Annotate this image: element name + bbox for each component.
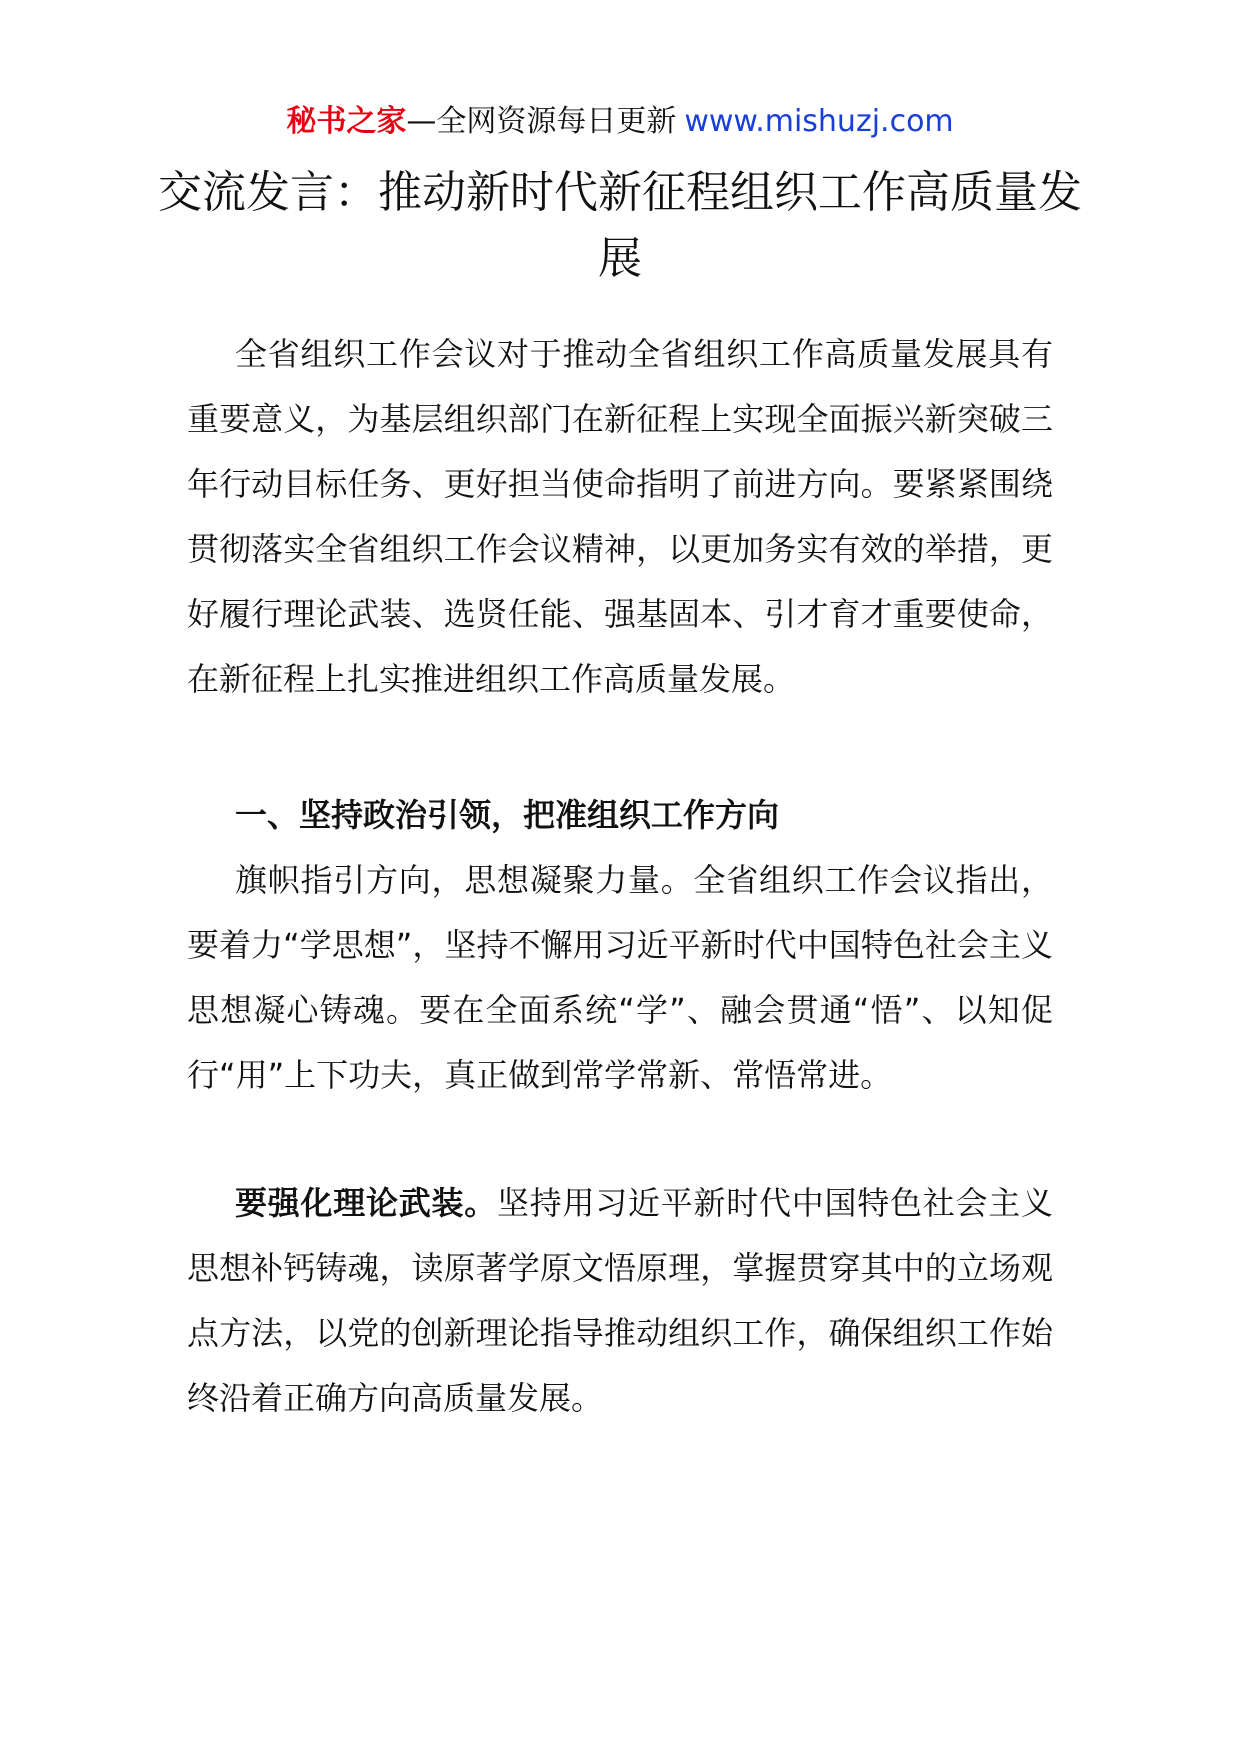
site-url-link[interactable]: www.mishuzj.com xyxy=(684,104,954,139)
section-1-paragraph-2 xyxy=(187,1171,1053,1431)
section-heading-1: 一、坚持政治引领，把准组织工作方向 xyxy=(235,796,780,834)
section-1-paragraph-1: 旗帜指引方向，思想凝聚力量。全省组织工作会议指出，要着力“学思想”，坚持不懈用习近平新时代中国特色社会主义思想凝心铸魂。要在全面系统“学”、融会贯通“悟”、以知促行“用”上下功夫，真正做到常学常新、常悟常进。 xyxy=(187,861,1053,1094)
document-title: 交流发言：推动新时代新征程组织工作高质量发展 xyxy=(158,167,1082,284)
paragraph-lead-phrase: 要强化理论武装。 xyxy=(235,1184,497,1222)
site-slogan: —全网资源每日更新 xyxy=(406,104,677,139)
site-header xyxy=(0,100,1240,144)
intro-paragraph: 全省组织工作会议对于推动全省组织工作高质量发展具有重要意义，为基层组织部门在新征程上实现全面振兴新突破三年行动目标任务、更好担当使命指明了前进方向。要紧紧围绕贯彻落实全省组织工作会议精神，以更加务实有效的举措，更好履行理论武装、选贤任能、强基固本、引才育才重要使命，在新征程上扎实推进组织工作高质量发展。 xyxy=(187,335,1053,698)
paragraph-body-text: 坚持用习近平新时代中国特色社会主义思想补钙铸魂，读原著学原文悟原理，掌握贯穿其中的立场观点方法，以党的创新理论指导推动组织工作，确保组织工作始终沿着正确方向高质量发展。 xyxy=(187,1184,1053,1417)
site-brand: 秘书之家 xyxy=(286,104,407,139)
